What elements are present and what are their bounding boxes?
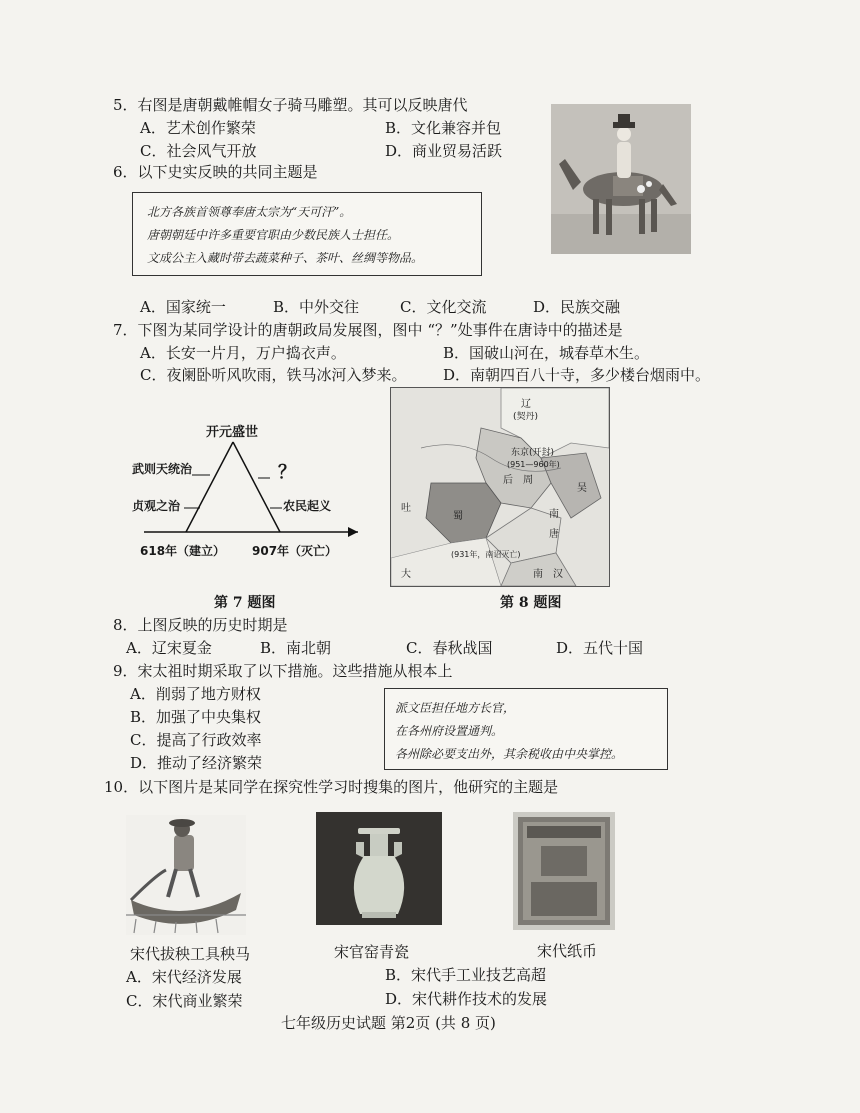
q7-stem: 7．下图为某同学设计的唐朝政局发展图，图中 “？”处事件在唐诗中的描述是 — [113, 321, 623, 339]
q9-box-line-2: 在各州府设置通判。 — [395, 724, 504, 738]
q6-option-a: A．国家统一 — [140, 298, 226, 316]
q6-box-line-2: 唐朝朝廷中许多重要官职由少数民族人士担任。 — [147, 228, 400, 242]
map-label-da: 大 — [401, 569, 411, 580]
diagram-end-label: 907年（灭亡） — [252, 544, 338, 558]
q8-option-a: A．辽宋夏金 — [126, 639, 212, 657]
q8-option-b: B．南北朝 — [260, 639, 332, 657]
q7-tang-politics-diagram — [130, 420, 380, 565]
q9-option-c: C．提高了行政效率 — [130, 731, 262, 749]
q10-caption-2: 宋官窑青瓷 — [334, 943, 410, 961]
q10-option-c: C．宋代商业繁荣 — [126, 992, 243, 1010]
horse-rider-sculpture-photo — [551, 104, 691, 254]
q9-text-box — [384, 688, 668, 770]
q10-caption-3: 宋代纸币 — [537, 942, 598, 960]
q8-stem: 8．上图反映的历史时期是 — [113, 616, 288, 634]
map-label-wu: 吴 — [577, 483, 587, 494]
q8-option-c: C．春秋战国 — [406, 639, 493, 657]
map-label-nan-1: 南 — [549, 509, 559, 520]
diagram-top-label: 开元盛世 — [206, 425, 259, 440]
q6-box-line-1: 北方各族首领尊奉唐太宗为“天可汗”。 — [147, 205, 352, 219]
map-label-zhou: 周 — [523, 475, 533, 486]
map-label-hou: 后 — [503, 475, 513, 486]
map-label-shu: 蜀 — [453, 511, 463, 522]
map-label-dates: (951—960年) — [507, 460, 560, 469]
q5-option-a: A．艺术创作繁荣 — [140, 119, 256, 137]
rice-seedling-horse-image — [126, 815, 246, 935]
q6-option-b: B．中外交往 — [273, 298, 360, 316]
diagram-question-mark: ？ — [278, 462, 296, 483]
q5-option-b: B．文化兼容并包 — [385, 119, 502, 137]
q8-option-d: D．五代十国 — [556, 639, 644, 657]
q10-stem: 10．以下图片是某同学在探究性学习时搜集的图片，他研究的主题是 — [104, 778, 559, 796]
q7-option-c: C．夜阑卧听风吹雨，铁马冰河入梦来。 — [140, 366, 407, 384]
map-label-tu: 吐 — [401, 503, 411, 514]
q7-option-d: D．南朝四百八十寺，多少楼台烟雨中。 — [443, 366, 711, 384]
q10-caption-1: 宋代拔秧工具秧马 — [130, 945, 251, 963]
page-footer: 七年级历史试题 第2页 (共 8 页) — [281, 1014, 496, 1032]
map-label-han: 汉 — [553, 569, 563, 580]
q6-option-d: D．民族交融 — [533, 298, 621, 316]
diagram-left-label-2: 贞观之治 — [132, 499, 181, 513]
q6-option-c: C．文化交流 — [400, 298, 487, 316]
map-label-tang: 唐 — [549, 529, 559, 540]
diagram-left-label-1: 武则天统治 — [132, 462, 193, 476]
q6-stem: 6．以下史实反映的共同主题是 — [113, 163, 318, 181]
q6-text-box — [132, 192, 482, 276]
q8-figure-caption: 第 8 题图 — [500, 595, 562, 611]
q9-box-line-1: 派文臣担任地方长官， — [395, 701, 516, 715]
q10-option-d: D．宋代耕作技术的发展 — [385, 990, 548, 1008]
diagram-start-label: 618年（建立） — [140, 544, 226, 558]
q6-box-line-3: 文成公主入藏时带去蔬菜种子、茶叶、丝绸等物品。 — [147, 251, 424, 265]
q7-option-a: A．长安一片月，万户捣衣声。 — [140, 344, 346, 362]
q9-stem: 9．宋太祖时期采取了以下措施。这些措施从根本上 — [113, 662, 453, 680]
diagram-right-label-2: 农民起义 — [283, 499, 332, 513]
five-dynasties-map — [390, 387, 610, 587]
map-label-nanzhao: (931年，南诏灭亡) — [451, 550, 521, 559]
q5-option-c: C．社会风气开放 — [140, 142, 257, 160]
map-label-qidan: (契丹) — [513, 412, 539, 422]
q9-option-d: D．推动了经济繁荣 — [130, 754, 263, 772]
song-official-kiln-celadon-image — [316, 812, 442, 925]
map-label-nan-2: 南 — [533, 569, 543, 580]
q9-box-line-3: 各州除必要支出外，其余税收由中央掌控。 — [395, 747, 624, 761]
q5-option-d: D．商业贸易活跃 — [385, 142, 503, 160]
song-paper-money-image — [513, 812, 615, 930]
q9-option-b: B．加强了中央集权 — [130, 708, 262, 726]
q10-option-b: B．宋代手工业技艺高超 — [385, 966, 547, 984]
q7-option-b: B．国破山河在，城春草木生。 — [443, 344, 650, 362]
q5-stem: 5．右图是唐朝戴帷帽女子骑马雕塑。其可以反映唐代 — [113, 96, 468, 114]
map-label-liao: 辽 — [521, 399, 531, 410]
q7-figure-caption: 第 7 题图 — [214, 595, 276, 611]
q9-option-a: A．削弱了地方财权 — [130, 685, 261, 703]
map-label-dongjing: 东京(开封) — [511, 448, 555, 458]
q10-option-a: A．宋代经济发展 — [126, 968, 242, 986]
